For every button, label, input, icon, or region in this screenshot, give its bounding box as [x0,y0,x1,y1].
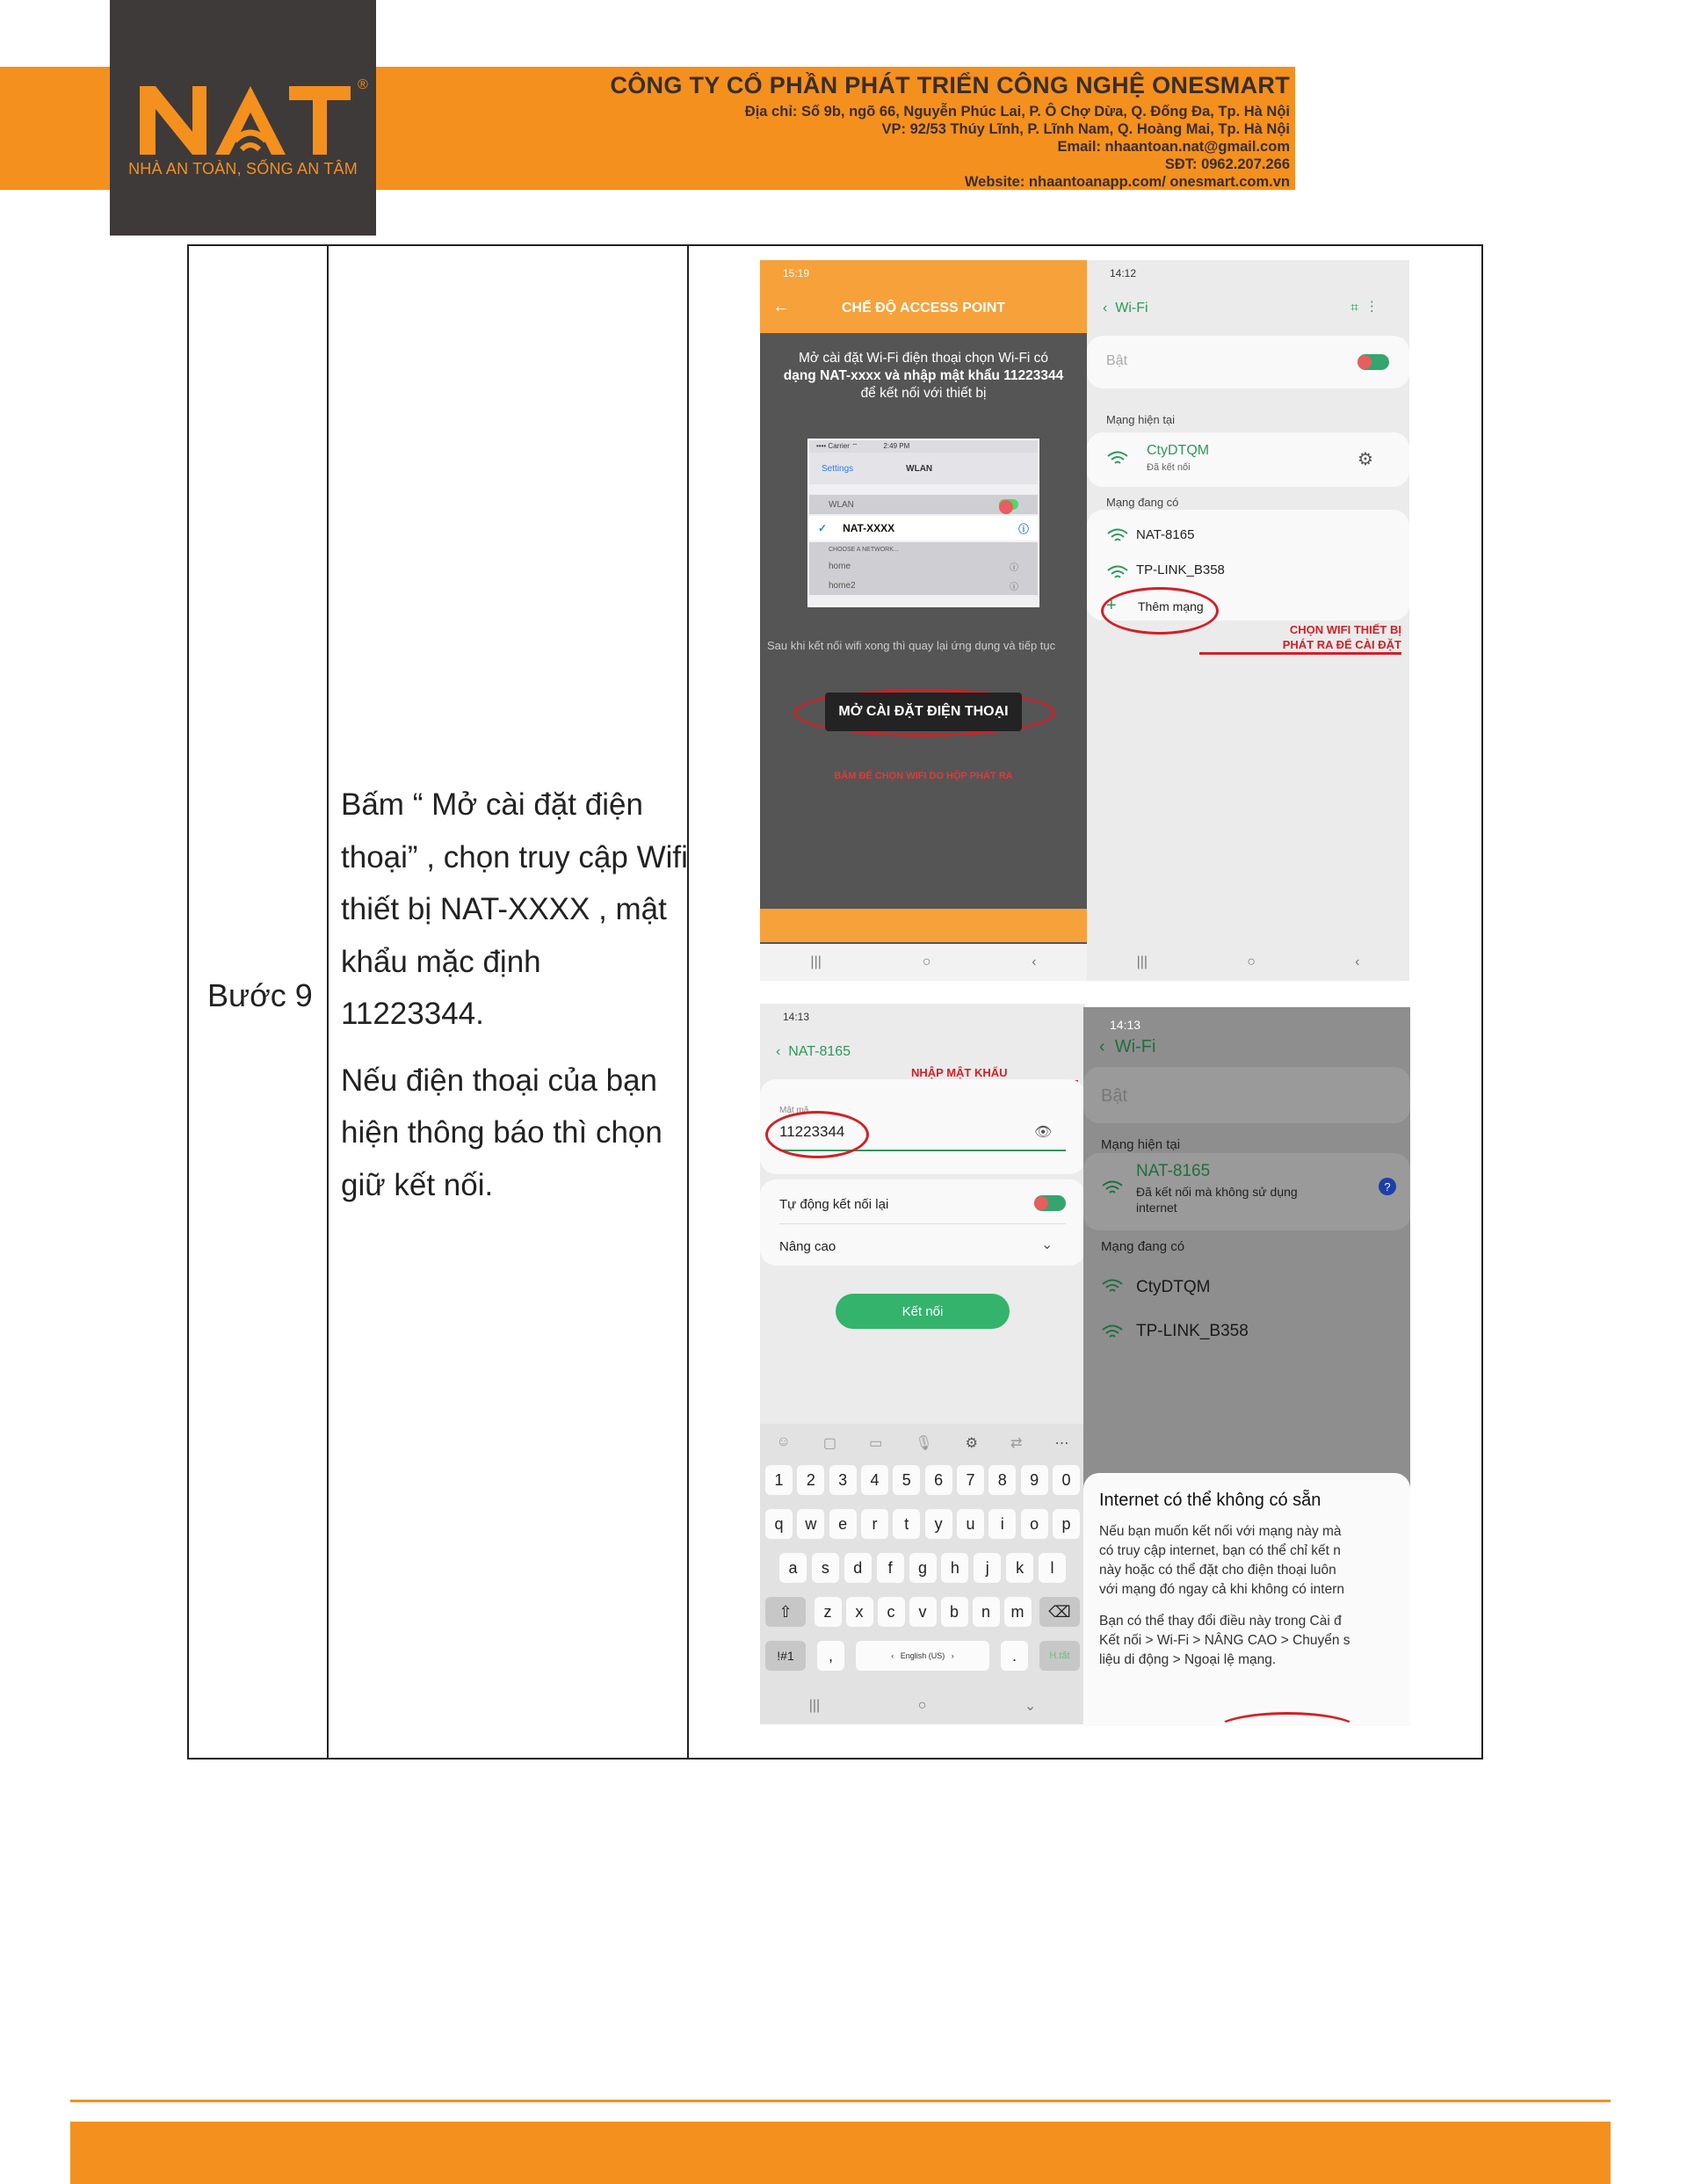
sticker-icon[interactable]: ▢ [822,1436,837,1451]
section-current: Mạng hiện tại [1106,413,1176,426]
translate-icon[interactable]: ⇄ [1010,1436,1023,1451]
key-t[interactable]: t [893,1509,920,1539]
keyboard-toolbar [760,1434,1085,1452]
open-settings-button[interactable]: MỞ CÀI ĐẶT ĐIỆN THOẠI [825,693,1022,731]
key-d[interactable]: d [844,1553,872,1583]
key-w[interactable]: w [797,1509,824,1539]
dialog-line: này hoặc có thể đặt cho điện thoại luôn [1099,1563,1336,1578]
recents-icon[interactable]: ||| [810,954,822,969]
current-network-name: CtyDTQM [1147,443,1210,458]
ios-section [809,542,1038,556]
recents-icon[interactable]: ||| [808,1698,821,1713]
key-7[interactable]: 7 [957,1465,984,1495]
wifi-header [1099,1037,1155,1057]
plus-icon: + [1106,596,1117,615]
backspace-key[interactable]: ⌫ [1039,1597,1080,1627]
ios-title: WLAN [906,463,933,474]
after-connect-note: Sau khi kết nối wifi xong thì quay lại ứng dụng và tiếp tục [767,639,1056,652]
gif-icon[interactable]: ▭ [869,1436,883,1451]
screenshot-no-internet [1083,1007,1410,1726]
table-divider [327,246,329,1758]
key-z[interactable]: z [815,1597,842,1627]
key-9[interactable]: 9 [1021,1465,1048,1495]
android-nav-bar [1087,944,1409,981]
key-v[interactable]: v [909,1597,937,1627]
wifi-icon [1106,450,1129,468]
key-p[interactable]: p [1053,1509,1080,1539]
emoji-icon[interactable]: ☺ [776,1434,791,1449]
status-time: 14:12 [1110,267,1137,279]
home-icon[interactable]: ○ [917,1698,927,1713]
wifi-lock-icon [1106,564,1129,582]
screenshot-wifi-list [1087,260,1409,981]
dialog-line: Bạn có thể thay đổi điều này trong Cài đ [1099,1614,1342,1629]
company-address: Địa chỉ: Số 9b, ngõ 66, Nguyễn Phúc Lai, P. Ô Chợ Dừa, Q. Đống Đa, Tp. Hà Nội [744,104,1290,120]
shift-key[interactable]: ⇧ [765,1597,806,1627]
keyboard-row-3 [765,1597,1080,1627]
dialog-body [1099,1522,1350,1670]
key-m[interactable]: m [1004,1597,1032,1627]
nat-logo-mark [131,76,359,160]
screenshot-access-point [760,260,1087,981]
company-email: Email: nhaantoan.nat@gmail.com [1057,139,1290,155]
message-line: để kết nối với thiết bị [860,386,987,401]
key-3[interactable]: 3 [829,1465,857,1495]
current-network-status: Đã kết nối [1147,462,1191,473]
key-q[interactable]: q [765,1509,793,1539]
wifi-header [1103,301,1374,316]
back-chevron-icon[interactable]: ‹ [776,1044,781,1059]
advanced-label[interactable]: Nâng cao [779,1239,836,1254]
wifi-toggle-card [1083,1067,1410,1123]
no-internet-dialog [1083,1473,1410,1726]
network-header [776,1044,851,1060]
wifi-on-label: Bật [1101,1086,1128,1106]
status-time: 14:13 [1110,1018,1141,1032]
annotation-text [1199,622,1401,655]
symbol-key[interactable]: !#1 [765,1641,806,1671]
screenshot-password [760,1004,1085,1724]
status-time: 15:19 [783,267,810,279]
key-l[interactable]: l [1039,1553,1066,1583]
more-icon[interactable]: ⋮ [1370,301,1374,316]
key-y[interactable]: y [925,1509,952,1539]
ios-nav [809,453,1038,484]
key-k[interactable]: k [1006,1553,1033,1583]
wifi-title: Wi-Fi [1115,301,1148,316]
options-card [760,1179,1085,1266]
letter-keys [815,1597,1032,1627]
android-nav-bar [760,1687,1085,1724]
password-input[interactable]: 11223344 [779,1123,845,1140]
wifi-lock-icon [1101,1278,1124,1295]
screen-title: CHẾ ĐỘ ACCESS POINT [841,301,1006,316]
annotation-line: PHÁT RA ĐỂ CÀI ĐẶT [1199,637,1401,655]
section-available: Mạng đang có [1101,1239,1185,1254]
space-key[interactable]: ‹ English (US) › [856,1641,989,1671]
info-icon: ⓘ [1010,582,1018,592]
footer-line [70,2100,1611,2102]
key-6[interactable]: 6 [925,1465,952,1495]
wifi-toggle-card [1087,336,1409,388]
annotation-line: CHỌN WIFI THIẾT BỊ [1289,623,1401,636]
key-n[interactable]: n [973,1597,1000,1627]
key-f[interactable]: f [877,1553,904,1583]
key-0[interactable]: 0 [1053,1465,1080,1495]
wifi-toggle[interactable] [1358,354,1389,370]
back-arrow-icon[interactable]: ← [772,297,790,316]
dialog-title: Internet có thể không có sẵn [1099,1491,1321,1510]
section-available: Mạng đang có [1106,496,1179,509]
footer-bar [760,909,1087,942]
key-u[interactable]: u [957,1509,984,1539]
app-header [760,260,1087,333]
home-icon[interactable]: ○ [922,954,931,969]
toggle-icon [999,499,1018,510]
status-bar [1087,260,1409,285]
keyboard-row-1 [765,1509,1080,1539]
step-instructions [341,779,692,1225]
key-x[interactable]: x [846,1597,873,1627]
keyboard-row-4 [765,1641,1080,1671]
android-nav-bar [760,944,1087,981]
message-line: Mở cài đặt Wi-Fi điện thoại chọn Wi-Fi có [798,351,1049,366]
network-name[interactable]: NAT-8165 [1136,527,1195,542]
hide-keyboard-icon[interactable]: ⌄ [1024,1699,1037,1714]
current-network-status: internet [1136,1201,1177,1215]
status-bar [1083,1007,1410,1032]
add-network[interactable]: Thêm mạng [1138,599,1204,613]
key-s[interactable]: s [812,1553,839,1583]
ios-section-label: CHOOSE A NETWORK... [829,546,899,553]
key-j[interactable]: j [974,1553,1001,1583]
company-name: CÔNG TY CỔ PHẦN PHÁT TRIỂN CÔNG NGHỆ ONESMART [610,72,1290,98]
dialog-line: liệu di động > Ngoại lệ mạng. [1099,1652,1277,1667]
network-name[interactable]: TP-LINK_B358 [1136,562,1225,577]
gear-icon[interactable]: ⚙ [1358,450,1373,469]
dialog-line: Nếu bạn muốn kết nối với mạng này mà [1099,1524,1342,1539]
ios-wlan-preview [807,439,1039,607]
done-key[interactable]: H.tất [1039,1641,1080,1671]
company-info [610,72,1290,191]
company-office: VP: 92/53 Thúy Lĩnh, P. Lĩnh Nam, Q. Hoàng Mai, Tp. Hà Nội [881,121,1290,137]
back-chevron-icon[interactable]: ‹ [1099,1037,1105,1056]
ios-wlan-row [809,495,1038,514]
comma-key[interactable]: , [817,1641,844,1671]
divider [779,1223,1066,1224]
key-8[interactable]: 8 [988,1465,1016,1495]
company-logo [110,0,376,236]
network-name[interactable]: TP-LINK_B358 [1136,1322,1249,1340]
dialog-line: Kết nối > Wi-Fi > NÂNG CAO > Chuyển s [1099,1633,1350,1648]
dialog-line: có truy cập internet, bạn có thể chỉ kết n [1099,1543,1341,1558]
annotation-circle [1215,1712,1359,1726]
key-h[interactable]: h [941,1553,968,1583]
ios-selected-network [809,516,1038,541]
wifi-on-label: Bật [1106,353,1128,368]
home-icon[interactable]: ○ [1247,954,1256,969]
key-g[interactable]: g [909,1553,937,1583]
ios-back-link: Settings [822,463,854,474]
message-line: dạng NAT-xxxx và nhập mật khẩu 11223344 [783,368,1064,383]
recents-icon[interactable]: ||| [1136,954,1148,969]
gear-icon[interactable]: ⚙ [965,1436,978,1451]
instruction-paragraph: Nếu điện thoại của bạn hiện thông báo thì chọn giữ kết nối. [341,1063,662,1202]
wifi-title: Wi-Fi [1114,1037,1156,1056]
wifi-icon [1101,1179,1124,1197]
back-icon[interactable]: ‹ [1032,954,1037,969]
company-phone: SĐT: 0962.207.266 [1164,156,1290,172]
mic-icon[interactable]: 🎙 [915,1436,933,1451]
qr-scan-icon[interactable]: ⌗ [1350,301,1359,316]
network-title: NAT-8165 [788,1044,851,1059]
instruction-message [767,350,1080,403]
logo-tagline: NHÀ AN TOÀN, SỐNG AN TÂM [128,160,358,178]
key-2[interactable]: 2 [797,1465,824,1495]
space-language: English (US) [900,1651,945,1660]
key-1[interactable]: 1 [765,1465,793,1495]
ios-wlan-label: WLAN [829,499,854,510]
period-key[interactable]: . [1001,1641,1028,1671]
key-e[interactable]: e [829,1509,857,1539]
annotation-text: NHẬP MẬT KHẨU [911,1065,1078,1083]
step-label: Bước 9 [207,977,313,1013]
wifi-lock-icon [1106,527,1129,545]
wifi-lock-icon [1101,1324,1124,1341]
eye-icon[interactable]: 👁 [1034,1125,1053,1140]
back-chevron-icon[interactable]: ‹ [1103,301,1108,316]
key-4[interactable]: 4 [861,1465,888,1495]
annotation-hint: BẤM ĐỂ CHỌN WIFI DO HỘP PHÁT RA [834,771,1013,781]
current-network-card[interactable] [1083,1153,1410,1230]
network-name[interactable]: CtyDTQM [1136,1278,1211,1296]
key-o[interactable]: o [1021,1509,1048,1539]
info-icon: ⓘ [1017,522,1029,535]
password-label: Mật mã [779,1106,809,1115]
key-b[interactable]: b [941,1597,968,1627]
keyboard-row-numbers [765,1465,1080,1495]
status-bar [760,260,1087,285]
ios-selected-name: NAT-XXXX [843,522,895,534]
auto-reconnect-toggle[interactable] [1034,1195,1066,1211]
status-bar [760,1004,1085,1028]
current-network-name: NAT-8165 [1136,1162,1211,1180]
ios-network-row [809,576,1038,595]
annotation-circle [765,1111,869,1158]
key-5[interactable]: 5 [893,1465,920,1495]
status-time: 14:13 [783,1011,810,1023]
ios-status-bar: •••• Carrier ⌔ 2:49 PM [809,440,1038,453]
current-network-card[interactable] [1087,432,1409,487]
info-icon: ⓘ [1010,562,1018,573]
connect-button[interactable]: Kết nối [836,1294,1010,1329]
wifi-tools [1350,301,1403,316]
key-r[interactable]: r [861,1509,888,1539]
footer-band [70,2122,1611,2184]
key-c[interactable]: c [878,1597,905,1627]
checkmark-icon: ✓ [818,522,828,534]
help-icon[interactable]: ? [1379,1178,1396,1195]
section-current: Mạng hiện tại [1101,1137,1181,1152]
key-a[interactable]: a [779,1553,807,1583]
instruction-paragraph: Bấm “ Mở cài đặt điện thoại” , chọn truy cập Wifi thiết bị NAT-XXXX , mật khẩu mặc định 11223344. [341,787,688,1031]
chevron-down-icon[interactable]: ⌄ [1041,1237,1053,1252]
dialog-line: với mạng đó ngay cả khi không có intern [1099,1582,1344,1597]
company-website: Website: nhaantoanapp.com/ onesmart.com.vn [964,174,1290,190]
key-i[interactable]: i [988,1509,1016,1539]
ios-network-name: home [829,561,851,571]
back-icon[interactable]: ‹ [1355,954,1360,969]
ios-network-row [809,556,1038,576]
keyboard-row-2 [779,1553,1066,1583]
ios-network-name: home2 [829,580,856,591]
more-icon[interactable]: ⋯ [1054,1436,1069,1451]
current-network-status: Đã kết nối mà không sử dụng [1136,1185,1298,1199]
registered-mark: ® [358,77,368,92]
auto-reconnect-label: Tự động kết nối lại [779,1197,889,1212]
